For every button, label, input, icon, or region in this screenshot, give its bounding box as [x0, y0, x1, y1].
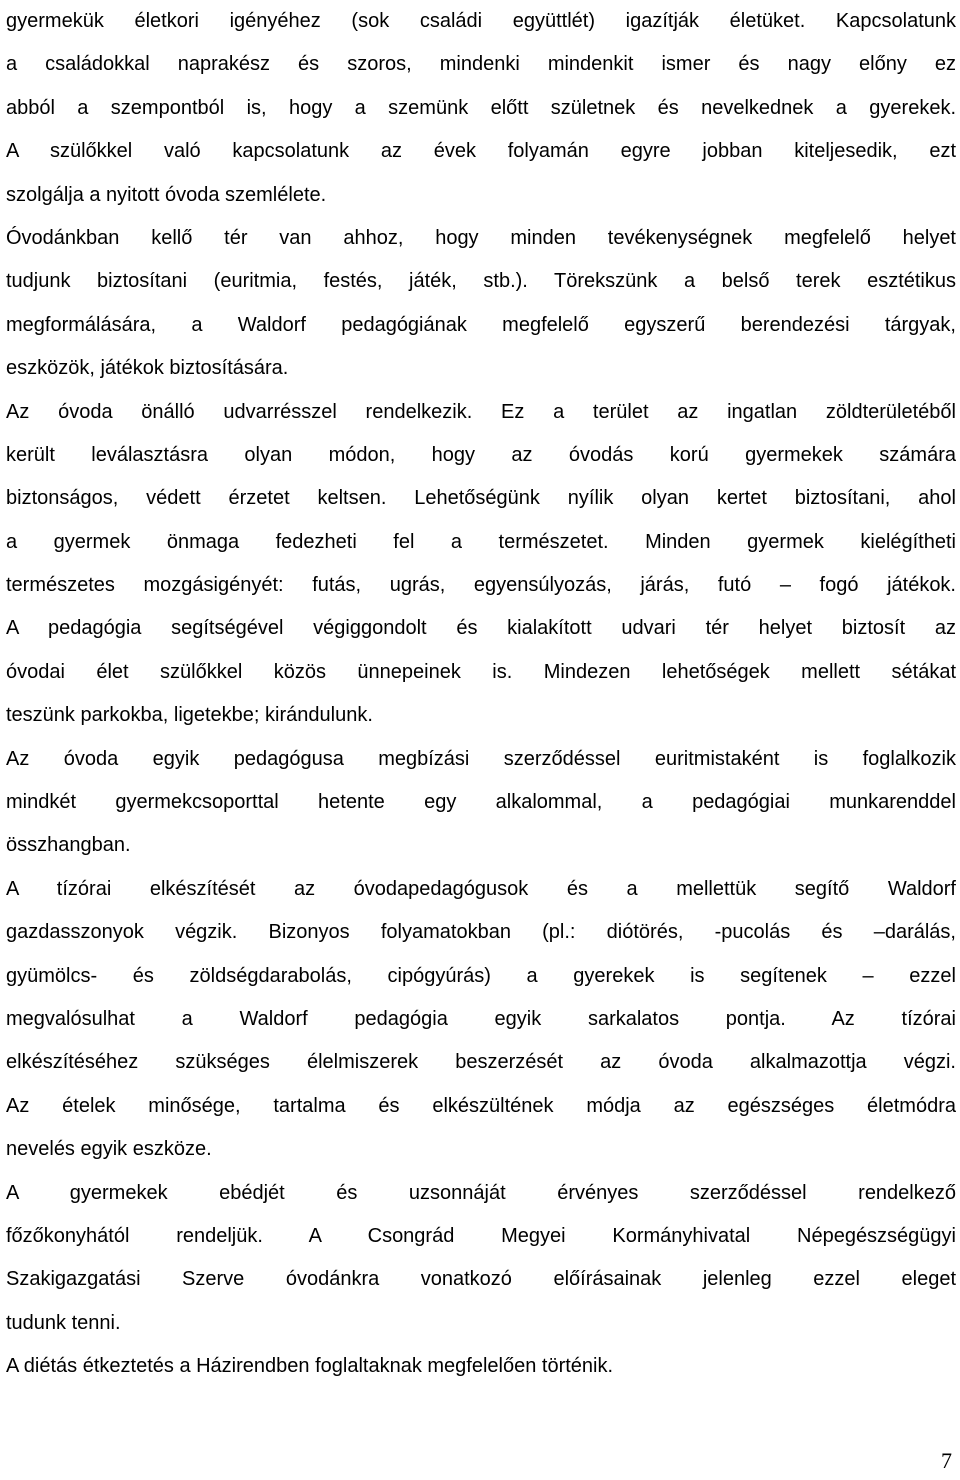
text-line: Szakigazgatási Szerve óvodánkra vonatkozó előírásainak jelenleg ezzel eleget	[6, 1268, 956, 1291]
paragraph-lunch	[6, 1172, 956, 1346]
text-line: főzőkonyhától rendeljük. A Csongrád Megyei Kormányhivatal Népegészségügyi	[6, 1224, 956, 1247]
text-line: teszünk parkokba, ligetekbe; kirándulunk.	[6, 704, 373, 727]
paragraph-snack	[6, 868, 956, 1172]
paragraph-family-relations	[6, 0, 956, 217]
text-line: óvodai élet szülőkkel közös ünnepeinek is. Mindezen lehetőségek mellett sétákat	[6, 660, 956, 683]
text-line: tudjunk biztosítani (euritmia, festés, játék, stb.). Törekszünk a belső terek esztétikus	[6, 270, 956, 293]
text-line: elkészítéséhez szükséges élelmiszerek beszerzését az óvoda alkalmazottja végzi.	[6, 1051, 956, 1074]
text-line: abból a szempontból is, hogy a szemünk előtt születnek és nevelkednek a gyerekek.	[6, 96, 956, 119]
document-page	[6, 0, 956, 1389]
text-line: Az ételek minősége, tartalma és elkészültének módja az egészséges életmódra	[6, 1094, 956, 1117]
text-line: A szülőkkel való kapcsolatunk az évek folyamán egyre jobban kiteljesedik, ezt	[6, 140, 956, 163]
paragraph-yard	[6, 391, 956, 738]
text-line: Az óvoda egyik pedagógusa megbízási szerződéssel euritmistaként is foglalkozik	[6, 747, 956, 770]
paragraph-diet	[6, 1345, 956, 1388]
text-line: A pedagógia segítségével végiggondolt és kialakított udvari tér helyet biztosít az	[6, 617, 956, 640]
text-line: tudunk tenni.	[6, 1311, 121, 1334]
text-line: gazdasszonyok végzik. Bizonyos folyamatokban (pl.: diótörés, -pucolás és –darálás,	[6, 921, 956, 944]
text-line: megformálására, a Waldorf pedagógiának megfelelő egyszerű berendezési tárgyak,	[6, 313, 956, 336]
text-line: került leválasztásra olyan módon, hogy az óvodás korú gyermekek számára	[6, 443, 956, 466]
text-line: A tízórai elkészítését az óvodapedagógusok és a mellettük segítő Waldorf	[6, 877, 956, 900]
text-line: Óvodánkban kellő tér van ahhoz, hogy minden tevékenységnek megfelelő helyet	[6, 226, 956, 249]
text-line: eszközök, játékok biztosítására.	[6, 357, 289, 380]
paragraph-indoor-space	[6, 217, 956, 391]
text-line: összhangban.	[6, 834, 131, 857]
page-number: 7	[941, 1448, 952, 1473]
text-line: természetes mozgásigényét: futás, ugrás, egyensúlyozás, járás, futó – fogó játékok.	[6, 574, 956, 597]
text-line: Az óvoda önálló udvarrésszel rendelkezik. Ez a terület az ingatlan zöldterületéből	[6, 400, 956, 423]
text-line: biztonságos, védett érzetet keltsen. Lehetőségünk nyílik olyan kertet biztosítani, ahol	[6, 487, 956, 510]
text-line: szolgálja a nyitott óvoda szemlélete.	[6, 183, 327, 206]
text-line: gyümölcs- és zöldségdarabolás, cipógyúrás) a gyerekek is segítenek – ezzel	[6, 964, 956, 987]
text-line: gyermekük életkori igényéhez (sok családi együttlét) igazítják életüket. Kapcsolatunk	[6, 10, 956, 32]
text-line: megvalósulhat a Waldorf pedagógia egyik sarkalatos pontja. Az tízórai	[6, 1007, 956, 1030]
text-line: nevelés egyik eszköze.	[6, 1138, 212, 1161]
text-line: A gyermekek ebédjét és uzsonnáját érvényes szerződéssel rendelkező	[6, 1181, 956, 1204]
text-line: mindkét gyermekcsoporttal hetente egy alkalommal, a pedagógiai munkarenddel	[6, 791, 956, 814]
text-line: a gyermek önmaga fedezheti fel a természetet. Minden gyermek kielégítheti	[6, 530, 956, 553]
paragraph-eurythmy	[6, 738, 956, 868]
text-line: a családokkal naprakész és szoros, mindenki mindenkit ismer és nagy előny ez	[6, 53, 956, 76]
text-line: A diétás étkeztetés a Házirendben foglaltaknak megfelelően történik.	[6, 1355, 614, 1378]
